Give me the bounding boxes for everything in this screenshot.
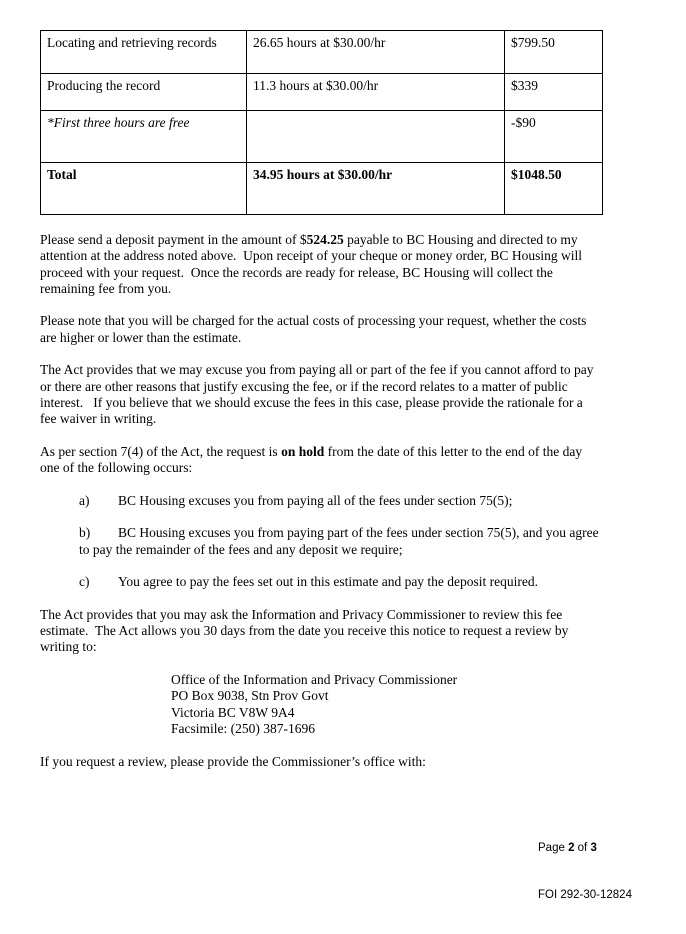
paragraph-actual-costs: Please note that you will be charged for the actual costs of processing your request, whether the costs are higher or lower than the estimate. bbox=[40, 313, 590, 345]
fee-amount-cell: -$90 bbox=[505, 111, 603, 163]
fee-amount-cell: $799.50 bbox=[505, 31, 603, 74]
list-item-c bbox=[79, 574, 602, 590]
list-item-a bbox=[79, 493, 602, 509]
list-label-b: b) bbox=[79, 525, 91, 541]
fee-detail-cell: 11.3 hours at $30.00/hr bbox=[247, 74, 505, 111]
fee-amount-cell: $1048.50 bbox=[505, 163, 603, 215]
fee-detail-cell bbox=[247, 111, 505, 163]
address-line: Victoria BC V8W 9A4 bbox=[171, 704, 295, 720]
list-label-c: c) bbox=[79, 574, 90, 590]
on-hold-text-before: As per section 7(4) of the Act, the request is bbox=[40, 443, 282, 459]
table-row bbox=[41, 74, 603, 111]
list-text-b: BC Housing excuses you from paying part of the fees under section 75(5), and you agree to pay the remainder of the fees and any deposit we require; bbox=[79, 525, 602, 557]
fee-item-cell: Total bbox=[41, 163, 247, 215]
deposit-text-after: payable to BC Housing and directed to my attention at the address noted above. Upon receipt of your cheque or money order, BC Housing will proceed with your request. Once the records are ready for release, BC Housing will collect the remaining fee from you. bbox=[40, 232, 586, 296]
list-label-a: a) bbox=[79, 492, 90, 508]
paragraph-deposit bbox=[40, 232, 602, 297]
table-row-total bbox=[41, 163, 603, 215]
deposit-text-before: Please send a deposit payment in the amount of $ bbox=[40, 232, 307, 247]
on-hold-emphasis: on hold bbox=[281, 443, 325, 459]
footer-page-current: 2 bbox=[568, 842, 575, 854]
fee-item-cell: Locating and retrieving records bbox=[41, 31, 247, 74]
table-row bbox=[41, 111, 603, 163]
footer-page-text: Page bbox=[538, 842, 569, 854]
footer-foi-number: FOI 292-30-12824 bbox=[538, 888, 632, 901]
fee-item-cell: Producing the record bbox=[41, 74, 247, 111]
fee-amount-cell: $339 bbox=[505, 74, 603, 111]
address-line: PO Box 9038, Stn Prov Govt bbox=[171, 688, 329, 704]
paragraph-fee-waiver: The Act provides that we may excuse you from paying all or part of the fee if you cannot afford to pay or there are other reasons that justify excusing the fee, or if the record relates to a matter of public interest. If you believe that we should excuse the fees in this case, please provide the rationale for a fee waiver in writing. bbox=[40, 362, 597, 427]
footer-page-of: of bbox=[574, 842, 591, 854]
paragraph-on-hold bbox=[40, 444, 602, 477]
on-hold-text-after: from the date of this letter to the end of the day one of the following occurs: bbox=[40, 443, 586, 476]
address-line: Office of the Information and Privacy Commissioner bbox=[171, 672, 458, 688]
list-item-b bbox=[79, 525, 602, 558]
deposit-amount: 524.25 bbox=[306, 232, 344, 247]
table-row bbox=[41, 31, 603, 74]
list-text-c: You agree to pay the fees set out in this estimate and pay the deposit required. bbox=[118, 574, 539, 590]
fee-detail-cell: 34.95 hours at $30.00/hr bbox=[247, 163, 505, 215]
fee-detail-cell: 26.65 hours at $30.00/hr bbox=[247, 31, 505, 74]
commissioner-address-block bbox=[171, 672, 602, 737]
fee-estimate-table bbox=[40, 30, 603, 215]
paragraph-closing: If you request a review, please provide the Commissioner’s office with: bbox=[40, 753, 426, 769]
footer-page-total: 3 bbox=[590, 842, 597, 854]
address-line: Facsimile: (250) 387-1696 bbox=[171, 720, 315, 736]
list-text-a: BC Housing excuses you from paying all of the fees under section 75(5); bbox=[118, 492, 513, 508]
footer-page-number bbox=[538, 841, 632, 857]
paragraph-review: The Act provides that you may ask the Information and Privacy Commissioner to review this fee estimate. The Act allows you 30 days from the date you receive this notice to request a review by writing to: bbox=[40, 606, 572, 655]
fee-item-cell: *First three hours are free bbox=[41, 111, 247, 163]
page-footer bbox=[538, 810, 632, 934]
